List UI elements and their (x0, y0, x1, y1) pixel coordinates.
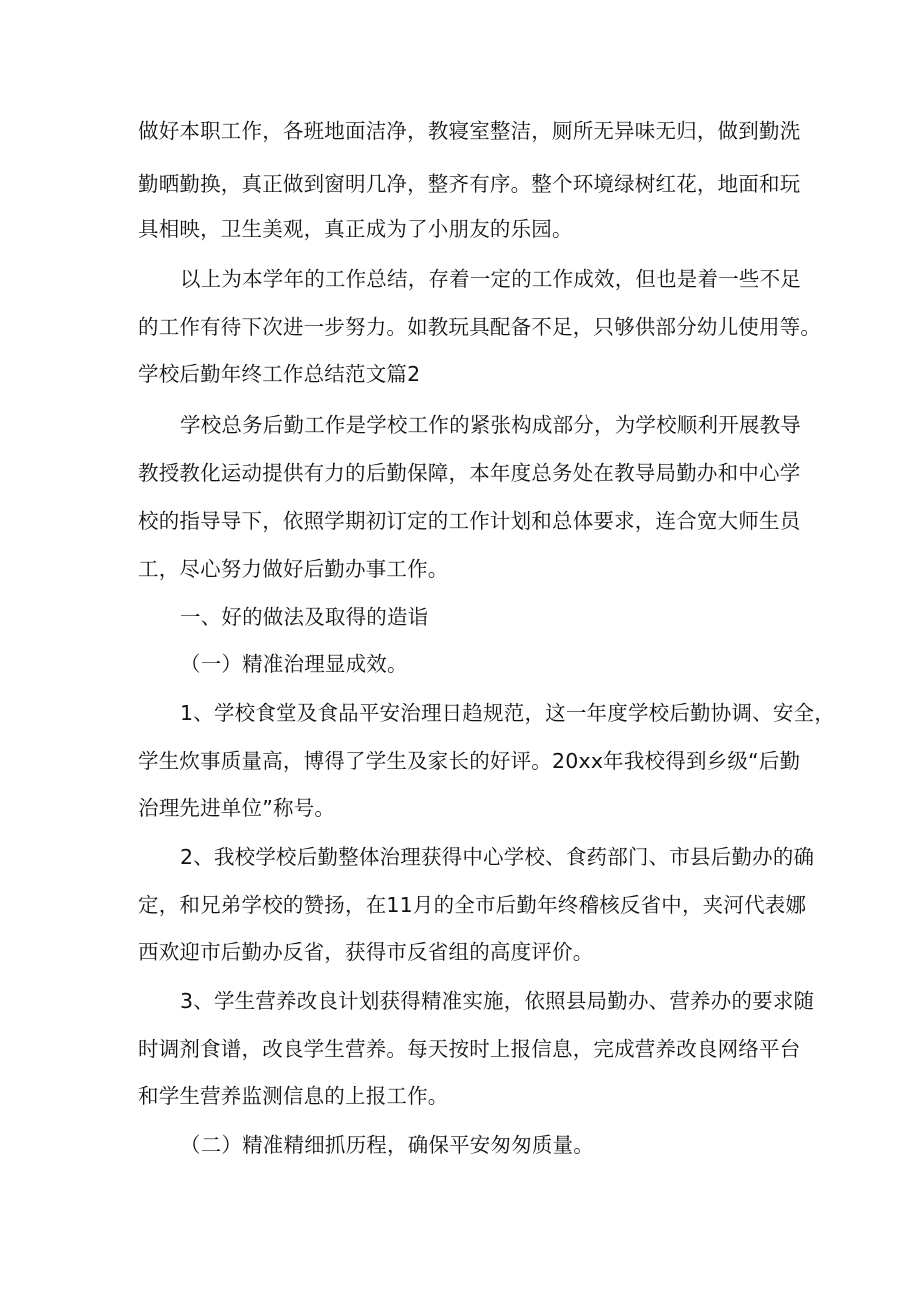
text-line: 定，和兄弟学校的赞扬，在11月的全市后勤年终稽核反省中，夹河代表娜 (138, 893, 807, 917)
subsection-heading: （二）精准精细抓历程，确保平安匆匆质量。 (180, 1133, 594, 1157)
text-line: 工，尽心努力做好后勤办事工作。 (138, 557, 449, 581)
text-line: 3、学生营养改良计划获得精准实施，依照县局勤办、营养办的要求随 (180, 989, 815, 1013)
text-line: 西欢迎市后勤办反省，获得市反省组的高度评价。 (138, 940, 594, 964)
text-line: 勤晒勤换，真正做到窗明几净，整齐有序。整个环境绿树红花，地面和玩 (138, 172, 801, 196)
text-line: 1、学校食堂及食品平安治理日趋规范，这一年度学校后勤协调、安全， (180, 701, 835, 725)
text-line: 教授教化运动提供有力的后勤保障，本年度总务处在教导局勤办和中心学 (138, 461, 801, 485)
text-line: 学生炊事质量高，博得了学生及家长的好评。20xx年我校得到乡级“后勤 (138, 749, 801, 773)
text-line: 学校总务后勤工作是学校工作的紧张构成部分，为学校顺利开展教导 (180, 413, 801, 437)
section-heading: 学校后勤年终工作总结范文篇2 (138, 362, 421, 386)
text-line: 以上为本学年的工作总结，存着一定的工作成效，但也是着一些不足 (180, 267, 801, 291)
text-line: 治理先进单位”称号。 (138, 796, 336, 820)
text-line: 时调剂食谱，改良学生营养。每天按时上报信息，完成营养改良网络平台 (138, 1037, 801, 1061)
text-line: 具相映，卫生美观，真正成为了小朋友的乐园。 (138, 217, 573, 241)
subsection-heading: 一、好的做法及取得的造诣 (180, 605, 429, 629)
subsection-heading: （一）精准治理显成效。 (180, 652, 408, 676)
text-line: 校的指导导下，依照学期初订定的工作计划和总体要求，连合宽大师生员 (138, 509, 801, 533)
text-line: 2、我校学校后勤整体治理获得中心学校、食药部门、市县后勤办的确 (180, 845, 815, 869)
text-line: 做好本职工作，各班地面洁净，教寝室整洁，厕所无异味无归，做到勤洗 (138, 119, 801, 143)
text-line: 的工作有待下次进一步努力。如教玩具配备不足，只够供部分幼儿使用等。 (138, 315, 822, 339)
text-line: 和学生营养监测信息的上报工作。 (138, 1084, 449, 1108)
